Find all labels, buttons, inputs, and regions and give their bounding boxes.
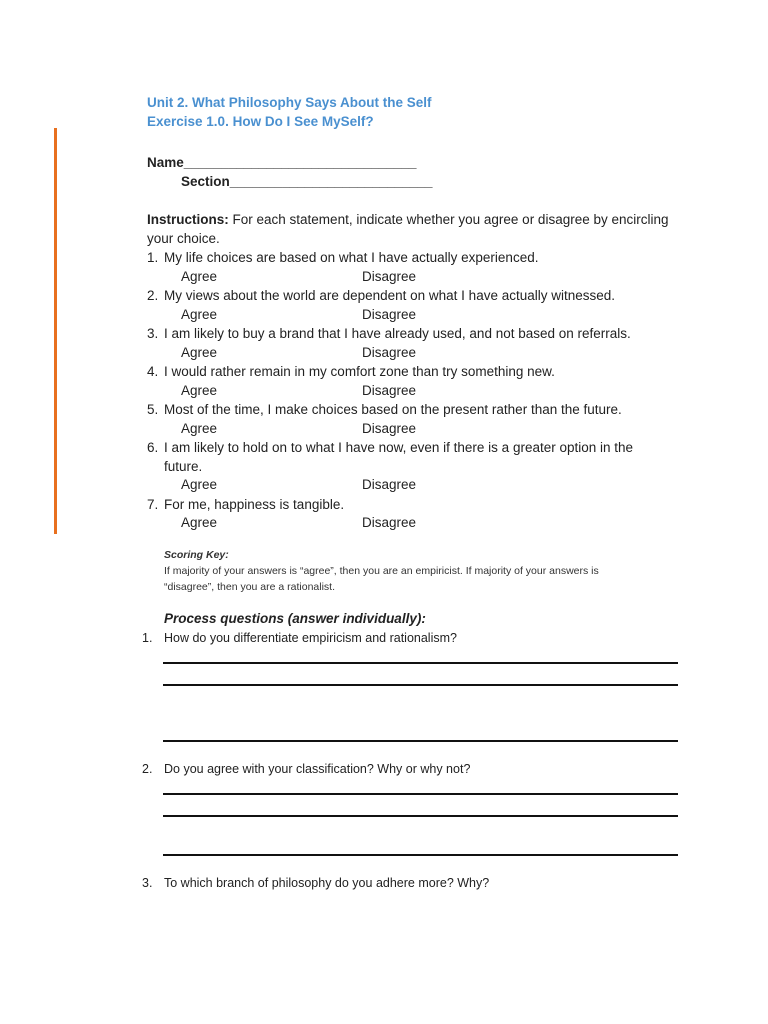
statement-text: I am likely to hold on to what I have now, even if there is a greater option in the [164,440,634,455]
disagree-option[interactable]: Disagree [362,383,417,398]
agree-option[interactable]: Agree [181,477,218,492]
disagree-option[interactable]: Disagree [362,421,417,436]
exercise-title: Exercise 1.0. How Do I See MySelf? [147,114,374,129]
process-questions-title: Process questions (answer individually): [164,611,426,626]
name-field[interactable]: Name_______________________________ [147,155,417,170]
statement-text: For me, happiness is tangible. [164,497,345,512]
disagree-option[interactable]: Disagree [362,515,417,530]
agree-option[interactable]: Agree [181,307,218,322]
statement-number: 5. [147,402,159,417]
statement-number: 3. [147,326,159,341]
answer-line[interactable] [163,662,678,664]
margin-accent-bar [54,128,57,534]
instructions-label: Instructions: [147,212,229,227]
unit-title: Unit 2. What Philosophy Says About the Self [147,95,432,110]
statement-text: I would rather remain in my comfort zone than try something new. [164,364,555,379]
instructions-text-cont: your choice. [147,231,220,246]
agree-option[interactable]: Agree [181,383,218,398]
statement-text: My views about the world are dependent on what I have actually witnessed. [164,288,616,303]
question-text: How do you differentiate empiricism and rationalism? [164,631,457,645]
statement-number: 1. [147,250,159,265]
disagree-option[interactable]: Disagree [362,269,417,284]
statement-number: 7. [147,497,159,512]
answer-line[interactable] [163,793,678,795]
statement-number: 2. [147,288,159,303]
statement-number: 6. [147,440,159,455]
answer-line[interactable] [163,684,678,686]
agree-option[interactable]: Agree [181,269,218,284]
agree-option[interactable]: Agree [181,421,218,436]
agree-option[interactable]: Agree [181,515,218,530]
scoring-key-text: If majority of your answers is “agree”, then you are an empiricist. If majority of your answers is [164,565,599,577]
instructions-text: For each statement, indicate whether you agree or disagree by encircling [228,212,669,227]
agree-option[interactable]: Agree [181,345,218,360]
scoring-key-title: Scoring Key: [164,549,229,561]
answer-line[interactable] [163,854,678,856]
answer-line[interactable] [163,815,678,817]
question-text: Do you agree with your classification? Why or why not? [164,762,471,776]
question-number: 1. [142,631,153,645]
statement-text-cont: future. [164,459,203,474]
scoring-key-text-cont: “disagree”, then you are a rationalist. [164,581,336,593]
disagree-option[interactable]: Disagree [362,307,417,322]
statement-number: 4. [147,364,159,379]
disagree-option[interactable]: Disagree [362,477,417,492]
statement-text: Most of the time, I make choices based on the present rather than the future. [164,402,622,417]
question-number: 3. [142,876,153,890]
answer-line[interactable] [163,740,678,742]
question-text: To which branch of philosophy do you adhere more? Why? [164,876,490,890]
question-number: 2. [142,762,153,776]
statement-text: My life choices are based on what I have actually experienced. [164,250,539,265]
statement-text: I am likely to buy a brand that I have already used, and not based on referrals. [164,326,631,341]
section-field[interactable]: Section___________________________ [181,174,433,189]
instructions [147,212,669,227]
disagree-option[interactable]: Disagree [362,345,417,360]
